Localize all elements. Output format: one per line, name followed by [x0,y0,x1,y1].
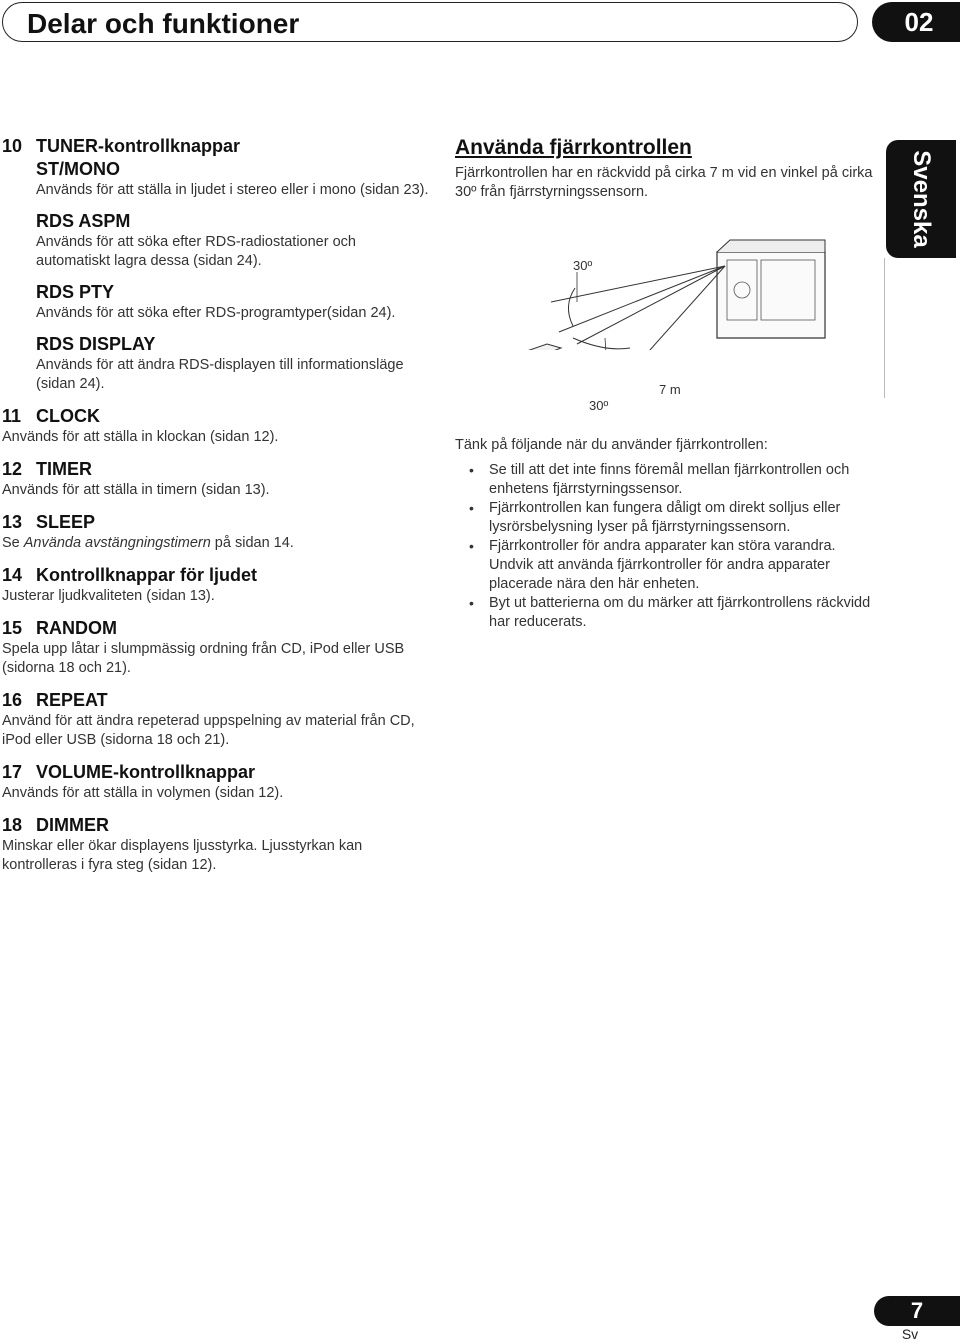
header-bar [2,2,858,42]
entry-heading [2,511,432,534]
bullet-icon: • [469,462,474,478]
entry-number: 12 [2,459,23,479]
stereo-unit [717,240,825,338]
entry-title: SLEEP [36,512,96,532]
entry-15 [2,617,432,678]
language-side-tab [886,140,956,258]
section-intro: Fjärrkontrollen har en räckvidd på cirka 7 m vid en vinkel på cirka 30º från fjärrstyrningssensorn. [455,165,873,200]
list-item [455,499,875,537]
sub-description: Används för att söka efter RDS-programtyper(sidan 24). [36,305,396,321]
range-illustration [455,210,835,350]
entry-title: REPEAT [36,690,108,710]
entry-title: CLOCK [36,406,100,426]
entry-10 [2,135,432,394]
list-item-text: Se till att det inte finns föremål mellan fjärrkontrollen och enhetens fjärrstyrningssensor. [489,462,850,497]
entry-number: 16 [2,690,23,710]
cross-reference: Använda avstängningstimern [23,535,211,551]
list-item [455,461,875,499]
list-item-text: Byt ut batterierna om du märker att fjärrkontrollens räckvidd har reducerats. [489,595,871,630]
entry-heading [2,617,432,640]
entry-number: 14 [2,565,23,585]
page-number: 7 [874,1296,960,1326]
angle-label-top: 30º [573,258,593,273]
list-item-text: Fjärrkontrollen kan fungera dåligt om direkt solljus eller lysrörsbelysning lyser på fjärrstyrningssensorn. [489,500,841,535]
bullet-icon: • [469,500,474,516]
entry-heading [2,135,432,158]
right-column [455,135,875,632]
entry-heading [2,405,432,428]
notes-lead: Tänk på följande när du använder fjärrkontrollen: [455,437,768,453]
page-language-code: Sv [901,1326,919,1342]
entry-number: 10 [2,136,23,156]
side-divider [884,258,885,398]
distance-label: 7 m [659,382,681,397]
entry-title: TUNER-kontrollknappar [36,136,241,156]
list-item [455,537,875,594]
angle-arc-bottom [573,338,630,349]
entry-number: 17 [2,762,23,782]
sub-heading: ST/MONO [36,159,120,179]
entry-14 [2,564,432,606]
list-item-text: Fjärrkontroller för andra apparater kan störa varandra. Undvik att använda fjärrkontroller för andra apparater placerade nära den här enheten. [489,538,836,592]
entry-number: 13 [2,512,23,532]
entry-description: Används för att ställa in klockan (sidan 12). [2,429,279,445]
sub-heading: RDS DISPLAY [36,334,156,354]
entry-description: Används för att ställa in volymen (sidan 12). [2,785,284,801]
angle-arc-top [568,288,575,326]
entry-18 [2,814,432,875]
bullet-icon: • [469,538,474,554]
entry-description: Använd för att ändra repeterad uppspelning av material från CD, iPod eller USB (sidorna 18 och 21). [2,713,415,748]
entry-heading [2,814,432,837]
entry-description [2,534,432,553]
entry-description: Minskar eller ökar displayens ljusstyrka. Ljusstyrkan kan kontrolleras i fyra steg (sidan 12). [2,838,363,873]
language-label: Svenska [908,150,935,248]
entry-description: Spela upp låtar i slumpmässig ordning från CD, iPod eller USB (sidorna 18 och 21). [2,641,405,676]
remote-range-diagram [455,210,835,413]
left-column [2,135,432,886]
entry-heading [2,564,432,587]
bullet-icon: • [469,595,474,611]
entry-title: DIMMER [36,815,109,835]
entry-heading [2,689,432,712]
entry-12 [2,458,432,500]
entry-11 [2,405,432,447]
entry-number: 11 [2,406,22,426]
text-prefix: Se [2,535,24,551]
entry-heading [2,458,432,481]
section-heading: Använda fjärrkontrollen [455,136,692,159]
list-item [455,594,875,632]
entry-title: TIMER [36,459,92,479]
entry-title: Kontrollknappar för ljudet [36,565,258,585]
sub-heading: RDS PTY [36,282,115,302]
notes-list [455,461,875,632]
entry-title: RANDOM [36,618,117,638]
entry-title: VOLUME-kontrollknappar [36,762,256,782]
entry-17 [2,761,432,803]
angle-label-bottom: 30º [589,398,609,413]
remote-control-icon [495,344,561,350]
entry-heading [2,761,432,784]
entry-description: Används för att ställa in timern (sidan 13). [2,482,270,498]
entry-number: 18 [2,815,23,835]
chapter-number-tab: 02 [872,2,960,42]
page-title: Delar och funktioner [27,8,300,39]
entry-number: 15 [2,618,23,638]
text-suffix: på sidan 14. [210,535,294,551]
sub-description: Används för att söka efter RDS-radiostationer och automatiskt lagra dessa (sidan 24). [36,234,356,269]
entry-16 [2,689,432,750]
sub-description: Används för att ställa in ljudet i stereo eller i mono (sidan 23). [36,182,429,198]
entry-description: Justerar ljudkvaliteten (sidan 13). [2,588,215,604]
entry-13 [2,511,432,553]
sub-description: Används för att ändra RDS-displayen till informationsläge (sidan 24). [36,357,404,392]
sub-heading: RDS ASPM [36,211,131,231]
